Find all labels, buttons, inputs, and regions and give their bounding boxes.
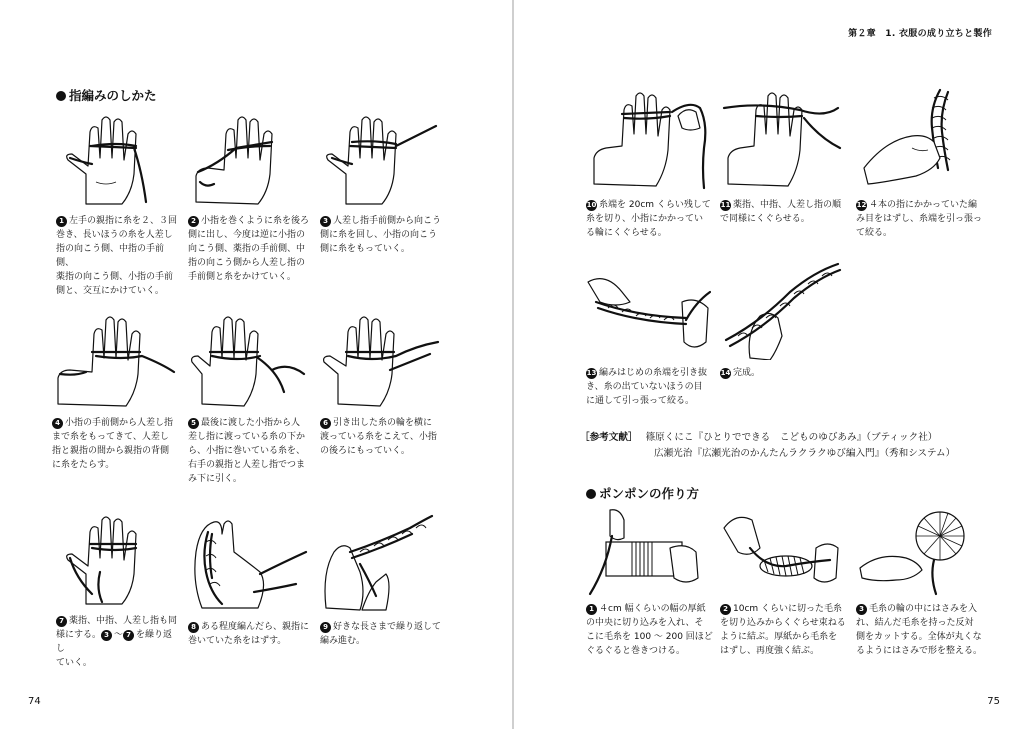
pompom-step-2 — [720, 508, 855, 658]
hand-illustration-icon — [56, 512, 166, 608]
pompom-step-1 — [586, 508, 721, 658]
bullet-icon — [56, 91, 66, 101]
step-5-caption: 5 最後に渡した小指から人 差し指に渡っている糸の下か ら、小指に巻いている糸を、 右手の親指と人差し指でつま み下に引く。 — [188, 418, 306, 484]
step-2 — [188, 112, 313, 284]
bullet-icon — [586, 489, 596, 499]
step-13 — [586, 262, 716, 408]
step-1-caption: 1 左手の親指に糸を２、３回 巻き、長いほうの糸を人差し 指の向こう側、中指の手前側、 薬指の向こう側、小指の手前 側と、交互にかけていく。 — [56, 216, 178, 296]
step-1 — [56, 112, 181, 298]
step-9-caption: 9 好きな長さまで繰り返して 編み進む。 — [320, 622, 442, 646]
step-6 — [320, 312, 450, 458]
step-14 — [720, 262, 850, 380]
hand-illustration-icon — [56, 112, 166, 208]
yarn-tying-icon — [720, 508, 845, 596]
hand-illustration-icon — [856, 88, 981, 192]
pompom-step-1-caption: 1 ４cm 幅くらいの幅の厚紙 の中央に切り込みを入れ、そ こに毛糸を 100 ～ 200 回ほど ぐるぐると巻きつける。 — [586, 604, 713, 656]
step-11-caption: 11 薬指、中指、人差し指の順 で同様にくぐらせる。 — [720, 200, 842, 224]
step-13-caption: 13 編みはじめの糸端を引き抜 き、糸の出ていないほうの目 に通して引っ張って絞る。 — [586, 368, 708, 406]
hand-illustration-icon — [320, 312, 440, 410]
hand-illustration-icon — [720, 262, 845, 360]
pompom-step-3 — [856, 508, 996, 658]
hand-illustration-icon — [188, 112, 303, 208]
running-header: 第２章 1. 衣服の成り立ちと製作 — [848, 29, 992, 39]
hand-illustration-icon — [188, 312, 308, 410]
hand-illustration-icon — [320, 512, 442, 614]
reference-1: ［参考文献］ 篠原くにこ『ひとりでできる こどものゆびあみ』（ブティック社） — [580, 432, 938, 443]
pompom-step-3-caption: 3 毛糸の輪の中にはさみを入 れ、結んだ毛糸を持った反対 側をカットする。全体が丸くな るようにはさみで形を整える。 — [856, 604, 983, 656]
step-7-caption: 7 薬指、中指、人差し指も同 様にする。 3 ～ 7 を繰り返し ていく。 — [56, 616, 178, 668]
cardboard-winding-icon — [586, 508, 711, 596]
hand-illustration-icon — [586, 88, 711, 192]
step-11 — [720, 88, 850, 226]
step-4-caption: 4 小指の手前側から人差し指 まで糸をもってきて、人差し 指と親指の間から親指の背側 に糸をたらす。 — [52, 418, 174, 470]
pompom-icon — [856, 508, 981, 596]
step-5 — [188, 312, 316, 486]
pompom-step-2-caption: 2 10cm くらいに切った毛糸 を切り込みからくぐらせ束ねる ように結ぶ。厚紙から毛糸を はずし、再度強く結ぶ。 — [720, 604, 846, 656]
step-12 — [856, 88, 986, 240]
step-3-caption: 3 人差し指手前側から向こう 側に糸を回し、小指の向こう 側に糸をもっていく。 — [320, 216, 442, 254]
step-10-caption: 10 糸端を 20cm くらい残して 糸を切り、小指にかかってい る輪にくぐらせる。 — [586, 200, 711, 238]
page-number-right: 75 — [987, 696, 1000, 707]
right-page — [514, 0, 1028, 729]
references — [580, 430, 955, 462]
step-6-caption: 6 引き出した糸の輪を横に 渡っている糸をこえて、小指 の後ろにもっていく。 — [320, 418, 437, 456]
step-8-caption: 8 ある程度編んだら、親指に 巻いていた糸をはずす。 — [188, 622, 310, 646]
section-title-finger-knitting: 指編みのしかた — [56, 86, 157, 104]
reference-2: 広瀬光治『広瀬光治のかんたんラクラクゆび編入門』（秀和システム） — [654, 448, 956, 459]
step-4 — [52, 312, 182, 472]
step-2-caption: 2 小指を巻くように糸を後ろ 側に出し、今度は逆に小指の 向こう側、薬指の手前側、中 指の向こう側から人差し指の 手前側と糸をかけていく。 — [188, 216, 310, 282]
step-14-caption: 14 完成。 — [720, 368, 761, 378]
page-number-left: 74 — [28, 696, 41, 707]
hand-illustration-icon — [720, 88, 845, 192]
hand-illustration-icon — [586, 262, 711, 360]
step-10 — [586, 88, 716, 240]
step-8 — [188, 512, 313, 648]
section-title-pompom: ポンポンの作り方 — [586, 484, 699, 502]
hand-illustration-icon — [52, 312, 177, 410]
step-3 — [320, 112, 450, 256]
hand-illustration-icon — [320, 112, 440, 208]
step-12-caption: 12 ４本の指にかかっていた編 み目をはずし、糸端を引っ張っ て絞る。 — [856, 200, 983, 238]
step-9 — [320, 512, 450, 648]
hand-illustration-icon — [188, 512, 308, 614]
step-7 — [56, 512, 181, 670]
left-page — [0, 0, 512, 729]
